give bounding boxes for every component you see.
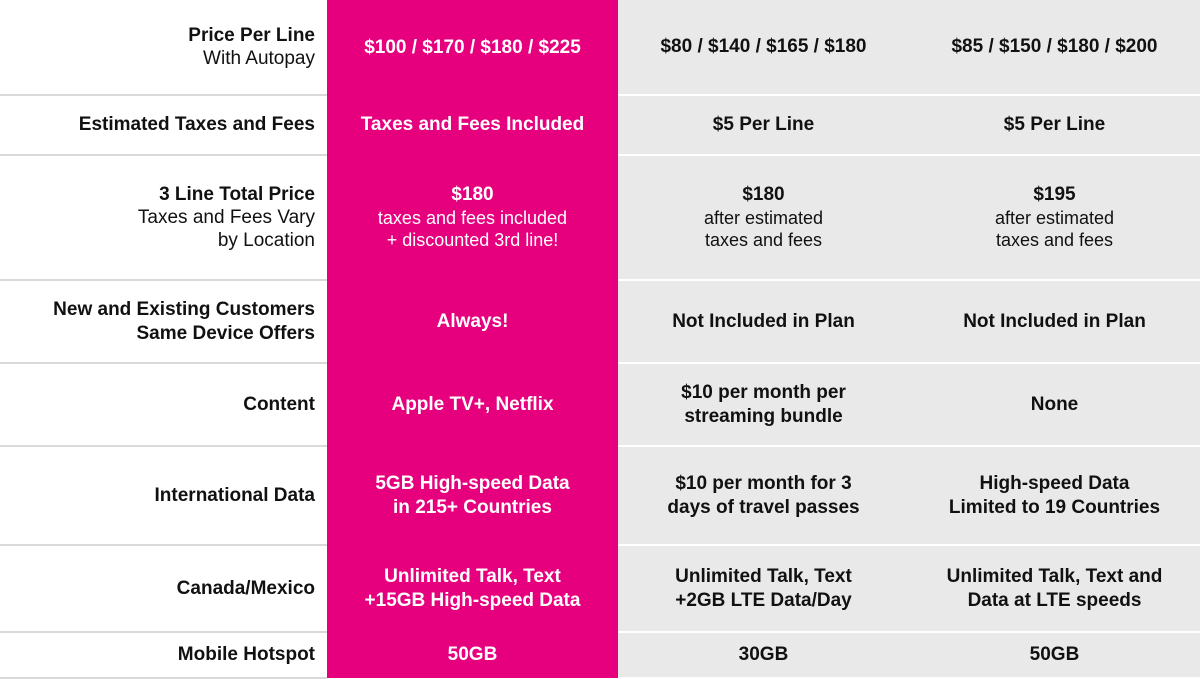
table-row — [0, 545, 1200, 632]
cell-plan-b-price-per-line — [618, 0, 909, 95]
cell-plan-a-mobile-hotspot — [327, 632, 618, 678]
row-label-estimated-taxes-and-fees — [0, 95, 327, 155]
cell-plan-c-mobile-hotspot — [909, 632, 1200, 678]
cell-primary: Taxes and Fees Included — [360, 114, 585, 136]
cell-primary: $180 — [451, 184, 494, 206]
cell-primary: $10 per month per — [681, 381, 846, 403]
cell-primary: $80 / $140 / $165 / $180 — [660, 36, 867, 58]
cell-primary: Not Included in Plan — [963, 310, 1146, 332]
cell-primary: Unlimited Talk, Text and — [946, 565, 1163, 587]
cell-primary: Apple TV+, Netflix — [391, 393, 554, 415]
cell-plan-a-content — [327, 363, 618, 446]
cell-plan-c-device-offers — [909, 280, 1200, 363]
row-label-primary: Canada/Mexico — [176, 577, 315, 599]
cell-plan-c-canada-mexico — [909, 545, 1200, 632]
cell-primary: 50GB — [1029, 644, 1080, 666]
row-label-international-data — [0, 446, 327, 545]
cell-primary: High-speed Data — [979, 472, 1130, 494]
cell-primary: Always! — [436, 310, 509, 332]
cell-plan-b-3-line-total-price — [618, 155, 909, 280]
cell-plan-a-estimated-taxes-and-fees — [327, 95, 618, 155]
cell-secondary: taxes and fees included — [377, 207, 568, 228]
cell-plan-a-price-per-line — [327, 0, 618, 95]
cell-primary: $100 / $170 / $180 / $225 — [364, 36, 581, 58]
row-label-3-line-total-price — [0, 155, 327, 280]
cell-plan-a-international-data — [327, 446, 618, 545]
table-row — [0, 363, 1200, 446]
cell-plan-a-device-offers — [327, 280, 618, 363]
table-row — [0, 632, 1200, 678]
cell-primary-2: Limited to 19 Countries — [948, 496, 1161, 518]
cell-primary: Not Included in Plan — [672, 310, 855, 332]
table-row — [0, 446, 1200, 545]
row-label-primary: New and Existing Customers — [53, 299, 315, 321]
cell-plan-a-canada-mexico — [327, 545, 618, 632]
cell-primary: Unlimited Talk, Text — [384, 565, 561, 587]
cell-primary: 30GB — [738, 644, 789, 666]
cell-plan-b-canada-mexico — [618, 545, 909, 632]
row-label-primary: 3 Line Total Price — [159, 183, 315, 205]
row-label-mobile-hotspot — [0, 632, 327, 678]
cell-plan-c-3-line-total-price — [909, 155, 1200, 280]
table-row — [0, 0, 1200, 95]
cell-primary: $85 / $150 / $180 / $200 — [951, 36, 1158, 58]
row-label-new-and-existing-customers — [0, 280, 327, 363]
cell-primary-2: days of travel passes — [667, 496, 860, 518]
row-label-primary: International Data — [154, 484, 315, 506]
cell-plan-c-international-data — [909, 446, 1200, 545]
cell-primary: $10 per month for 3 — [675, 472, 852, 494]
row-label-primary: Content — [243, 393, 315, 415]
cell-primary-2: in 215+ Countries — [393, 496, 552, 518]
row-label-primary-2: Same Device Offers — [136, 322, 315, 344]
row-label-primary: Mobile Hotspot — [177, 644, 315, 666]
cell-primary: $5 Per Line — [712, 114, 815, 136]
cell-primary-2: +15GB High-speed Data — [364, 589, 581, 611]
cell-plan-a-3-line-total-price — [327, 155, 618, 280]
cell-plan-c-price-per-line — [909, 0, 1200, 95]
cell-plan-b-estimated-taxes-and-fees — [618, 95, 909, 155]
row-label-price-per-line — [0, 0, 327, 95]
cell-primary: None — [1030, 393, 1079, 415]
cell-primary: $180 — [742, 184, 785, 206]
row-label-secondary: Taxes and Fees Vary — [137, 206, 315, 228]
cell-primary: 5GB High-speed Data — [375, 472, 570, 494]
row-label-primary: Estimated Taxes and Fees — [78, 114, 315, 136]
cell-plan-b-mobile-hotspot — [618, 632, 909, 678]
cell-secondary: after estimated — [703, 207, 824, 228]
row-label-canada-mexico — [0, 545, 327, 632]
row-label-secondary: With Autopay — [203, 48, 315, 69]
row-label-primary: Price Per Line — [188, 24, 315, 46]
cell-secondary-2: taxes and fees — [704, 230, 823, 251]
cell-primary: $195 — [1033, 184, 1076, 206]
cell-plan-b-device-offers — [618, 280, 909, 363]
cell-primary: Unlimited Talk, Text — [675, 565, 852, 587]
cell-plan-b-content — [618, 363, 909, 446]
cell-primary-2: +2GB LTE Data/Day — [675, 589, 852, 611]
cell-plan-c-content — [909, 363, 1200, 446]
cell-plan-c-estimated-taxes-and-fees — [909, 95, 1200, 155]
table-row — [0, 155, 1200, 280]
cell-plan-b-international-data — [618, 446, 909, 545]
cell-primary-2: Data at LTE speeds — [967, 589, 1142, 611]
table-row — [0, 95, 1200, 155]
cell-secondary-2: taxes and fees — [995, 230, 1114, 251]
cell-primary: 50GB — [447, 644, 498, 666]
row-label-content — [0, 363, 327, 446]
row-label-secondary-2: by Location — [217, 230, 315, 252]
cell-primary: $5 Per Line — [1003, 114, 1106, 136]
cell-secondary: after estimated — [994, 207, 1115, 228]
table-row — [0, 280, 1200, 363]
cell-secondary-2: + discounted 3rd line! — [386, 230, 559, 251]
cell-primary-2: streaming bundle — [684, 405, 843, 427]
